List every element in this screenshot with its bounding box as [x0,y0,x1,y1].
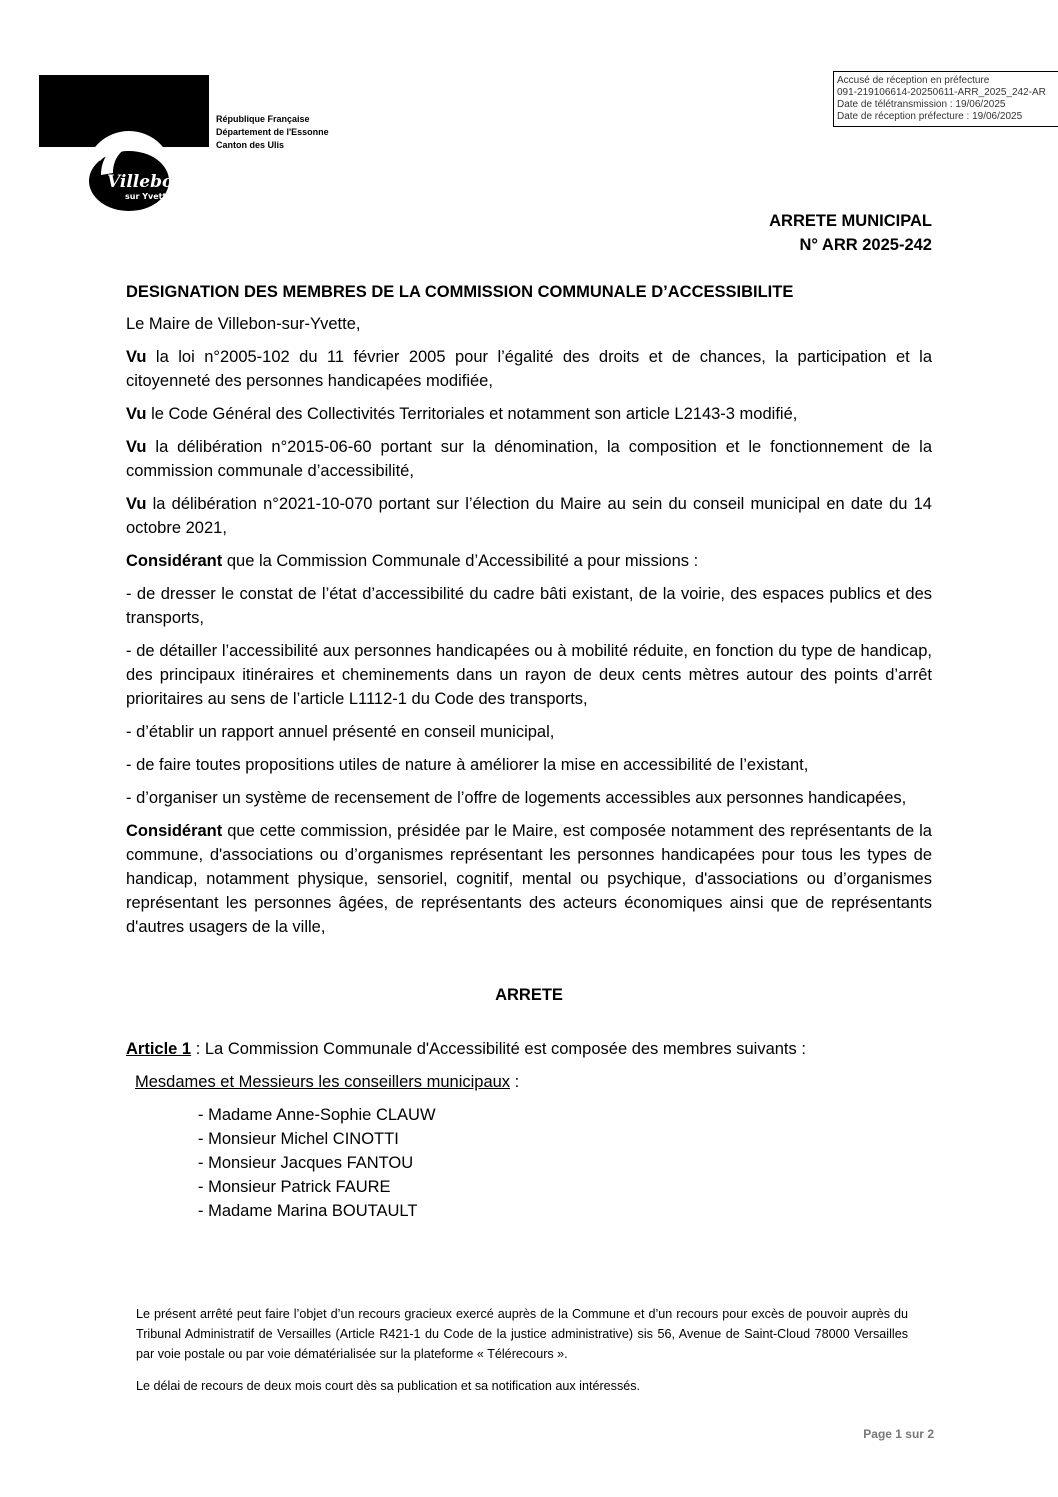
considerant-clause-1: Considérant que la Commission Communale d’Accessibilité a pour missions : [126,552,699,570]
villebon-logo [39,75,209,213]
list-item: - Monsieur Jacques FANTOU [198,1154,414,1172]
vu-clause-4: Vu la délibération n°2021-10-070 portant sur l’élection du Maire au sein du conseil municipal en date du 14 octobre 2021, [126,495,932,537]
arrete-section-title: ARRETE [495,986,563,1004]
stamp-line-2: 091-219106614-20250611-ARR_2025_242-AR [837,87,1046,98]
list-item: - Madame Marina BOUTAULT [198,1202,418,1220]
header-republique: République Française [216,114,310,124]
document-body [126,280,932,1223]
stamp-line-3: Date de télétransmission : 19/06/2025 [837,99,1006,110]
list-item: - Monsieur Patrick FAURE [198,1178,391,1196]
mission-2: - de détailler l’accessibilité aux personnes handicapées ou à mobilité réduite, en fonction du type de handicap, des principaux itinéraires et cheminements dans un rayon de deux cents mètres autour des points d’arrêt prioritaires au sens de l’article L1112-1 du Code des transports, [126,642,932,708]
administration-header [216,113,329,152]
maire-statement: Le Maire de Villebon-sur-Yvette, [126,315,361,333]
vu-clause-1: Vu la loi n°2005-102 du 11 février 2005 pour l’égalité des droits et de chances, la participation et la citoyenneté des personnes handicapées modifiée, [126,348,932,390]
svg-text:Villebon: Villebon [107,172,186,192]
logo-graphic [39,75,209,213]
members-list [198,1103,932,1223]
legal-delai: Le délai de recours de deux mois court dès sa publication et sa notification aux intéressés. [136,1379,641,1393]
mission-5: - d’organiser un système de recensement de l’offre de logements accessibles aux personnes handicapées, [126,789,907,807]
vu-clause-2: Vu le Code Général des Collectivités Territoriales et notamment son article L2143-3 modifié, [126,405,798,423]
vu-clause-3: Vu la délibération n°2015-06-60 portant sur la dénomination, la composition et le fonctionnement de la commission communale d’accessibilité, [126,438,932,480]
legal-recours: Le présent arrêté peut faire l’objet d’un recours gracieux exercé auprès de la Commune et d’un recours pour excès de pouvoir auprès du Tribunal Administratif de Versailles (Article R421-1 du Code de la justice administrative) sis 56, Avenue de Saint-Cloud 78000 Versailles par voie postale ou par voie dématérialisée sur la plateforme « Télérecours ». [136,1307,908,1361]
members-heading: Mesdames et Messieurs les conseillers municipaux : [135,1073,520,1091]
mission-3: - d’établir un rapport annuel présenté en conseil municipal, [126,723,555,741]
header-departement: Département de l'Essonne [216,127,329,137]
document-title: DESIGNATION DES MEMBRES DE LA COMMISSION COMMUNALE D’ACCESSIBILITE [126,283,794,301]
arrete-reference [769,209,932,257]
list-item: - Madame Anne-Sophie CLAUW [198,1106,436,1124]
article-1: Article 1 : La Commission Communale d'Accessibilité est composée des membres suivants : [126,1040,806,1058]
mission-4: - de faire toutes propositions utiles de nature à améliorer la mise en accessibilité de l’existant, [126,756,809,774]
arrete-number: N° ARR 2025-242 [799,236,932,254]
legal-notice [136,1304,908,1408]
considerant-clause-2: Considérant que cette commission, présidée par le Maire, est composée notamment des représentants de la commune, d'associations ou d’organismes représentant les personnes handicapées pour tous les types de handicap, notamment physique, sensoriel, cognitif, mental ou psychique, d'associations ou d’organismes représentant les personnes âgées, de représentants des acteurs économiques ainsi que de représentants d'autres usagers de la ville, [126,822,932,936]
stamp-line-4: Date de réception préfecture : 19/06/2025 [837,111,1023,122]
stamp-line-1: Accusé de réception en préfecture [837,75,990,86]
mission-1: - de dresser le constat de l’état d’accessibilité du cadre bâti existant, de la voirie, des espaces publics et des transports, [126,585,932,627]
page-number: Page 1 sur 2 [863,1427,934,1441]
svg-text:sur Yvette: sur Yvette [125,192,172,201]
arrete-type: ARRETE MUNICIPAL [769,212,932,230]
list-item: - Monsieur Michel CINOTTI [198,1130,399,1148]
prefecture-receipt-stamp [833,71,1058,127]
header-canton: Canton des Ulis [216,140,285,150]
